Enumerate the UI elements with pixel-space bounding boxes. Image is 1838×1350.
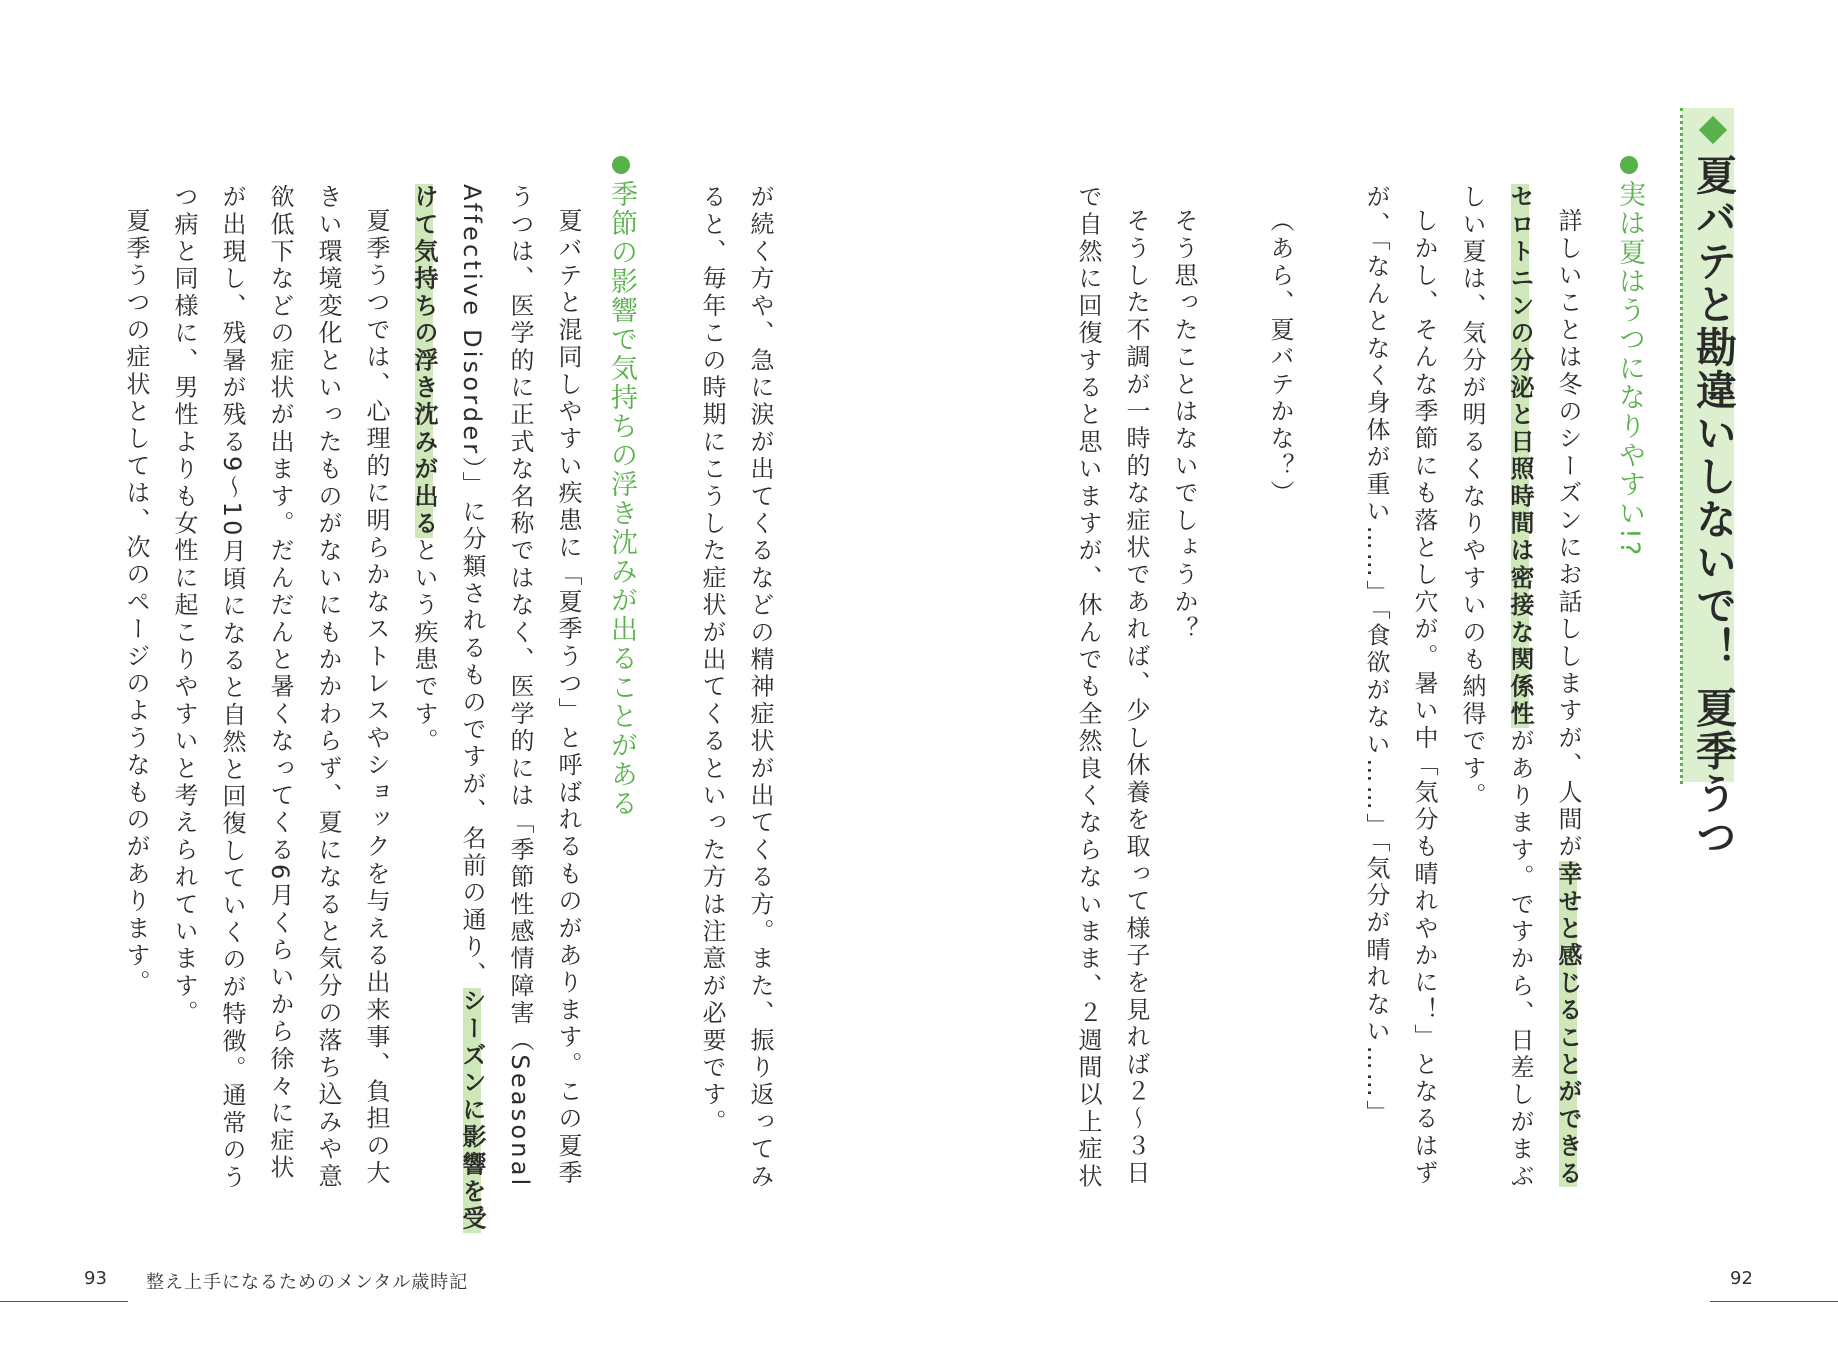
- paragraph-line: が続く方や、急に涙が出てくるなどの精神症状が出てくる方。また、振り返ってみ: [746, 184, 774, 1191]
- footer-rule-right: [1710, 1301, 1838, 1302]
- paragraph-line: 夏バテと混同しやすい疾患に「夏季うつ」と呼ばれるものがあります。この夏季: [554, 208, 582, 1188]
- paragraph-line: 詳しいことは冬のシーズンにお話ししますが、人間が幸せと感じることができる: [1554, 208, 1582, 1188]
- section-heading-2-text: 季節の影響で気持ちの浮き沈みが出ることがある: [606, 180, 637, 818]
- paragraph-line: セロトニンの分泌と日照時間は密接な関係性があります。ですから、日差しがまぶ: [1506, 184, 1534, 1191]
- paragraph-line: つ病と同様に、男性よりも女性に起こりやすいと考えられています。: [170, 184, 198, 1028]
- page-number-left: 93: [84, 1268, 107, 1289]
- footer-rule-left: [0, 1301, 128, 1302]
- running-title: 整え上手になるためのメンタル歳時記: [146, 1272, 469, 1293]
- section-heading-1-text: 実は夏はうつになりやすい!?: [1614, 180, 1645, 558]
- paragraph-line: けて気持ちの浮き沈みが出るという疾患です。: [410, 184, 438, 756]
- paragraph-line: しい夏は、気分が明るくなりやすいのも納得です。: [1458, 184, 1486, 810]
- paragraph-line: ると、毎年この時期にこうした症状が出てくるといった方は注意が必要です。: [698, 184, 726, 1136]
- paragraph-line: うつは、医学的に正式な名称ではなく、医学的には「季節性感情障害（Seasonal: [506, 184, 534, 1189]
- paragraph-line: 夏季うつの症状としては、次のページのようなものがあります。: [122, 208, 150, 997]
- paragraph-line: そうした不調が一時的な症状であれば、少し休養を取って様子を見れば２〜３日: [1122, 208, 1150, 1188]
- bullet-icon: [1620, 156, 1638, 174]
- paragraph-line: きい環境変化といったものがないにもかかわらず、夏になると気分の落ち込みや意: [314, 184, 342, 1191]
- paragraph-line: しかし、そんな季節にも落とし穴が。暑い中「気分も晴れやかに！」となるはず: [1410, 208, 1438, 1188]
- paragraph-line: が出現し、残暑が残る9〜10月頃になると自然と回復していくのが特徴。通常のう: [218, 184, 246, 1192]
- page-number-right: 92: [1730, 1268, 1753, 1289]
- page-title: [1684, 116, 1743, 858]
- paragraph-line: Affective Disorder）」に分類されるものですが、名前の通り、シーズンに影響を受: [458, 184, 486, 1234]
- quote-line: （あら、夏バテかな？）: [1266, 208, 1294, 508]
- paragraph-line: で自然に回復すると思いますが、休んでも全然良くならないまま、２週間以上症状: [1074, 184, 1102, 1191]
- section-heading-2: [602, 156, 641, 818]
- paragraph-line: そう思ったことはないでしょうか？: [1170, 208, 1198, 644]
- diamond-icon: [1699, 116, 1727, 144]
- paragraph-line: 欲低下などの症状が出ます。だんだんと暑くなってくる6月くらいから徐々に症状: [266, 184, 294, 1182]
- section-heading-1: [1610, 156, 1649, 557]
- paragraph-line: 夏季うつでは、心理的に明らかなストレスやショックを与える出来事、負担の大: [362, 208, 390, 1188]
- bullet-icon: [612, 156, 630, 174]
- title-dotted-border: [1680, 108, 1683, 784]
- paragraph-line: が、「なんとなく身体が重い……」「食欲がない……」「気分が晴れない……」: [1362, 184, 1390, 1128]
- page-title-text: 夏バテと勘違いしないで！ 夏季うつ: [1689, 154, 1737, 859]
